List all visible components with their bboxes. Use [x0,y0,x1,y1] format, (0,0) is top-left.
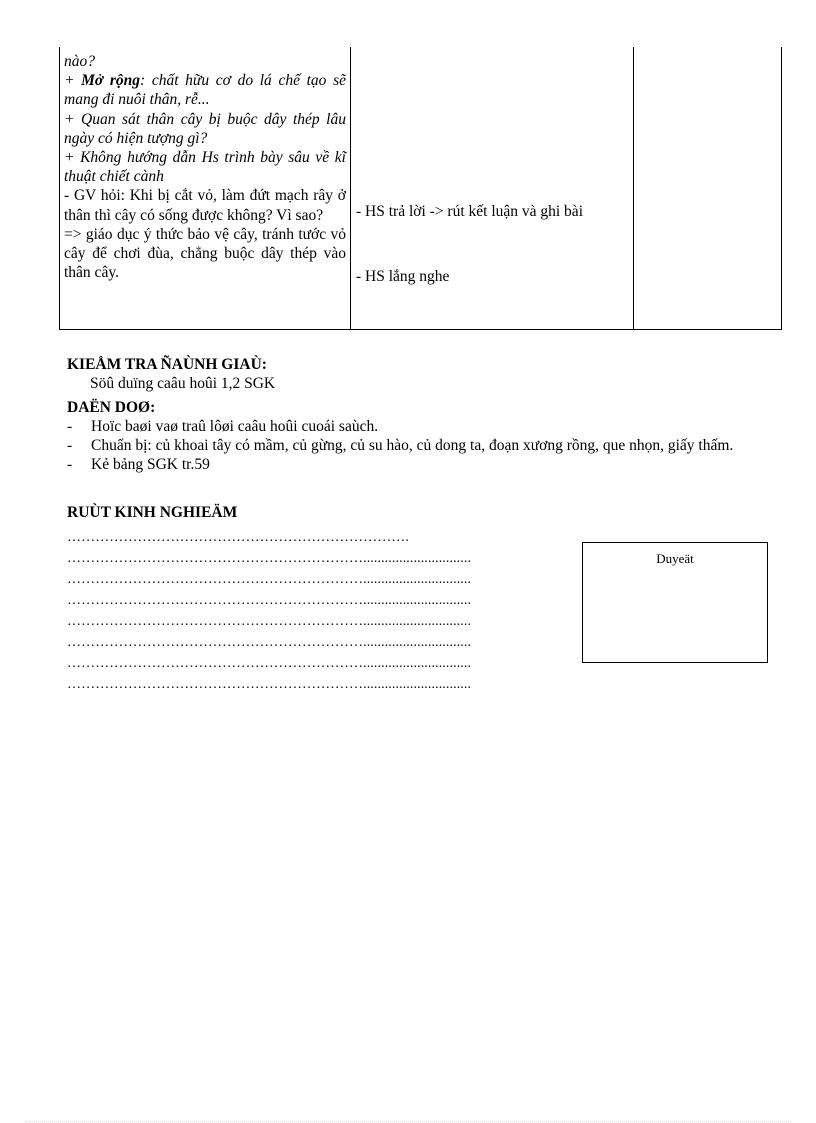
lesson-table [59,47,782,330]
dot-line: ………………………………………………………………. [67,530,409,545]
dot-line: ……………………………………………………….............................. [67,572,472,587]
bullet: - [67,456,73,473]
homework-item [67,455,767,474]
observation-note: + Quan sát thân cây bị buộc dây thép lâu ngày có hiện tượng gì? [64,110,346,147]
student-activity-column [351,47,634,329]
dot-line: ……………………………………………………….............................. [67,656,472,671]
expand-note [64,71,346,109]
assessment-heading: KIEÅM TRA ÑAÙNH GIAÙ: [67,356,267,373]
homework-item [67,417,767,436]
assessment-line: Söû duïng caâu hoûi 1,2 SGK [90,375,276,392]
experience-lines [67,527,471,695]
student-listen: - HS lắng nghe [356,268,450,285]
dot-line: ……………………………………………………….............................. [67,635,472,650]
text-line: nào? [64,53,95,70]
education-note: => giáo dục ý thức bảo vệ cây, tránh tước vỏ cây để chơi đùa, chẳng buộc dây thép vào thân cây. [64,225,346,282]
assessment-section [67,355,767,393]
dot-line: ……………………………………………………….............................. [67,551,472,566]
dot-line: ……………………………………………………….............................. [67,614,472,629]
expand-text: : chất hữu cơ do lá chế tạo sẽ mang đi nuôi thân, rễ... [64,72,346,109]
notes-column [634,47,781,329]
homework-item-text: Chuẩn bị: củ khoai tây có mầm, củ gừng, củ su hào, củ dong ta, đoạn xương rồng, que nhọn, giấy thấm. [91,437,734,454]
bullet: - [67,437,73,454]
expand-prefix: + [64,72,82,90]
approval-box [582,542,768,663]
bullet: - [67,418,73,435]
expand-label: Mở rộng [81,72,141,90]
homework-item-text: Hoïc baøi vaø traû lôøi caâu hoûi cuoái saùch. [91,418,379,435]
teacher-question: - GV hỏi: Khi bị cắt vỏ, làm đứt mạch rây ở thân thì cây có sống được không? Vì sao? [64,187,346,224]
student-answer: - HS trả lời -> rút kết luận và ghi bài [356,203,583,220]
approval-label: Duyeät [656,551,694,566]
homework-item [67,436,767,455]
homework-heading: DAËN DOØ: [67,399,156,416]
homework-section [67,398,767,474]
experience-heading: RUÙT KINH NGHIEÄM [67,504,238,521]
guidance-note: + Không hướng dẫn Hs trình bày sâu về kĩ thuật chiết cành [64,149,346,186]
dot-line: ……………………………………………………….............................. [67,677,472,692]
homework-item-text: Kẻ bảng SGK tr.59 [91,456,210,473]
page-footer-divider [25,1121,791,1122]
experience-section [67,503,767,522]
dot-line: ……………………………………………………….............................. [67,593,472,608]
teacher-activity-column [60,47,351,329]
